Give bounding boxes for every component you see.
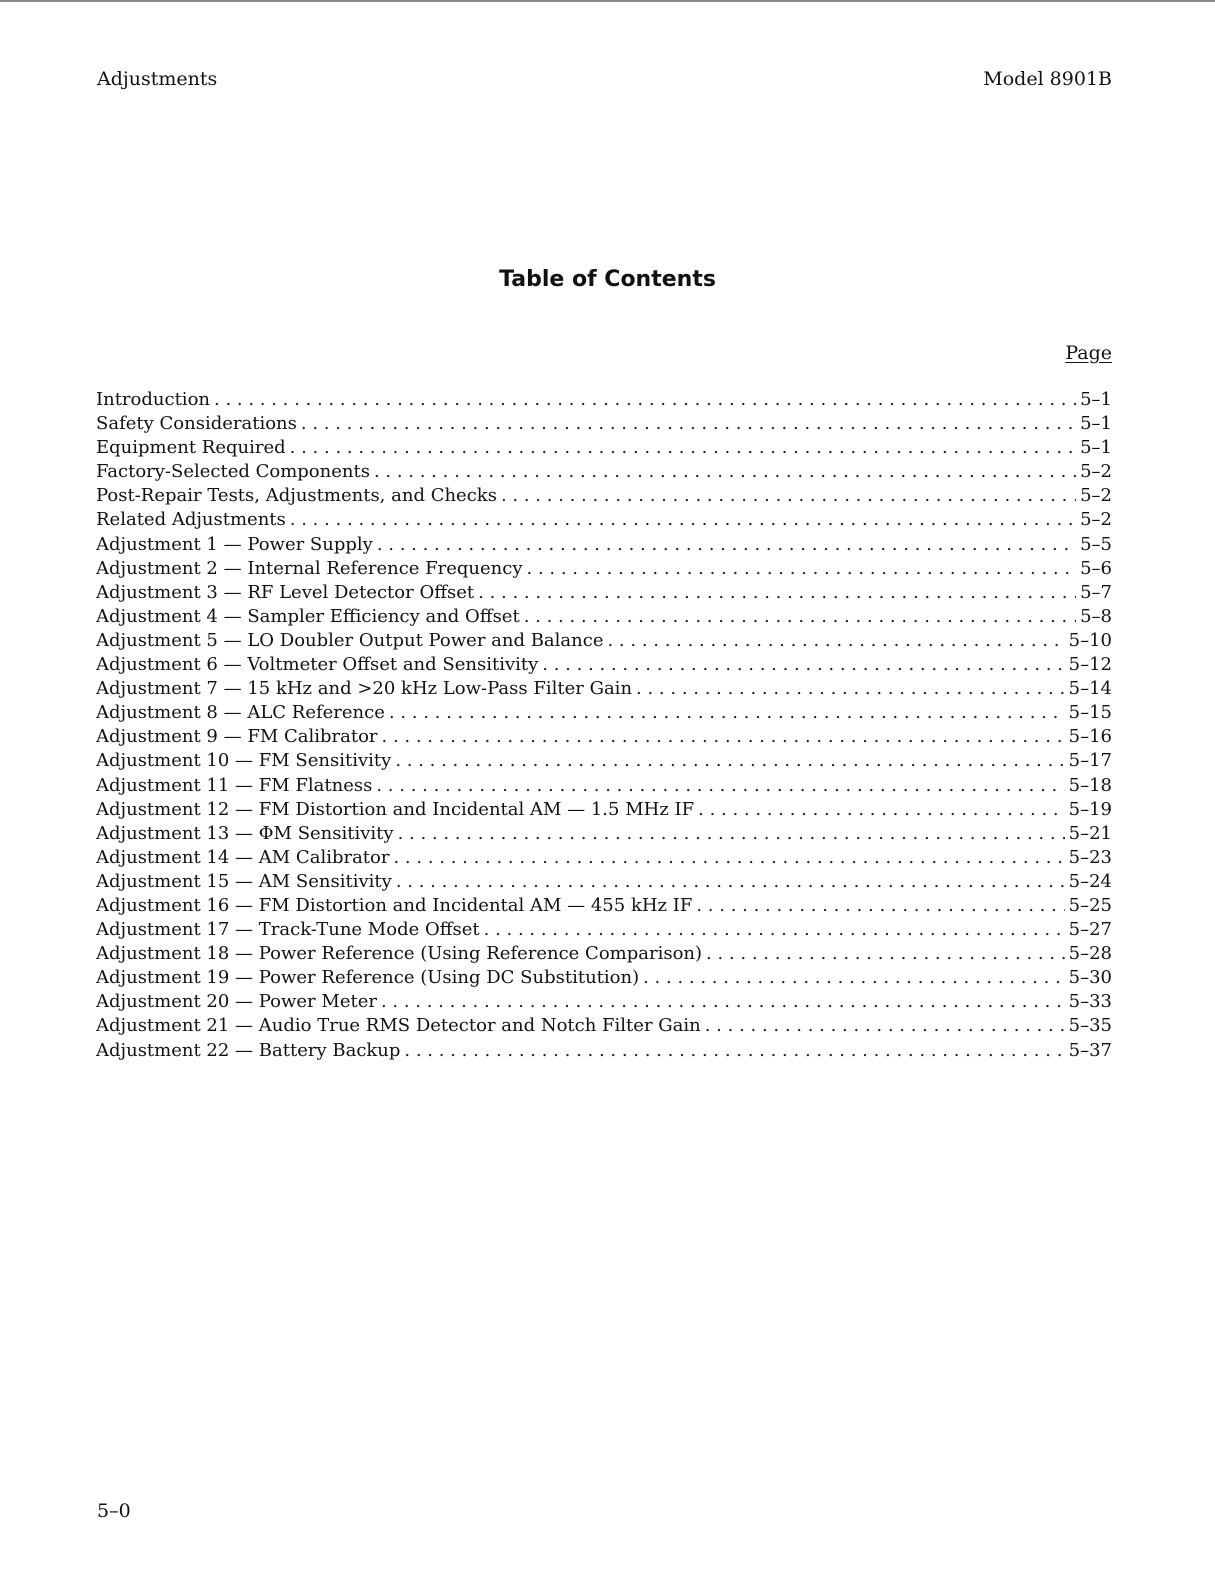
toc-entry-page: 5–15 [1068,702,1112,724]
dot-leader [393,847,1064,868]
toc-entry-title: Adjustment 5 — LO Doubler Output Power and Balance [96,629,604,651]
toc-entry[interactable] [96,558,1112,582]
toc-entry-title: Adjustment 16 — FM Distortion and Incidental AM — 455 kHz IF [96,894,693,916]
toc-entry-page: 5–18 [1068,774,1112,796]
dot-leader [484,919,1065,940]
toc-entry[interactable] [96,654,1112,678]
toc-entry-title: Adjustment 1 — Power Supply [96,533,373,555]
page-column-heading: Page [1065,342,1112,364]
dot-leader [643,967,1065,988]
running-header-section: Adjustments [97,68,218,90]
toc-entry-page: 5–2 [1080,485,1112,507]
dot-leader [301,413,1076,434]
toc-entry-page: 5–5 [1080,533,1112,555]
toc-entry[interactable] [96,509,1112,533]
toc-entry[interactable] [96,847,1112,871]
toc-entry-title: Introduction [96,389,210,410]
toc-entry-page: 5–30 [1068,967,1112,989]
toc-entry-title: Adjustment 6 — Voltmeter Offset and Sensitivity [96,654,539,676]
toc-entry-page: 5–33 [1068,991,1112,1013]
toc-entry-title: Adjustment 7 — 15 kHz and >20 kHz Low-Pass Filter Gain [96,678,633,700]
toc-entry[interactable] [96,461,1112,485]
dot-leader [696,895,1064,916]
toc-entry-page: 5–8 [1080,605,1112,627]
dot-leader [404,1040,1064,1061]
toc-entry-page: 5–7 [1080,581,1112,603]
toc-entry-page: 5–25 [1068,894,1112,916]
toc-entry[interactable] [96,823,1112,847]
toc-list [96,389,1112,1064]
toc-entry-title: Adjustment 2 — Internal Reference Frequency [96,557,523,579]
toc-entry-page: 5–6 [1080,557,1112,579]
toc-entry[interactable] [96,582,1112,606]
toc-entry-title: Adjustment 4 — Sampler Efficiency and Offset [96,605,520,627]
dot-leader [377,534,1076,555]
dot-leader [524,606,1076,627]
toc-entry-title: Adjustment 14 — AM Calibrator [96,846,390,868]
toc-entry[interactable] [96,943,1112,967]
toc-entry-title: Equipment Required [96,437,286,459]
toc-entry-page: 5–24 [1068,870,1112,892]
toc-entry-page: 5–27 [1068,919,1112,941]
dot-leader [636,678,1065,699]
toc-entry-title: Adjustment 3 — RF Level Detector Offset [96,581,475,603]
toc-entry[interactable] [96,799,1112,823]
toc-entry-page: 5–23 [1068,846,1112,868]
toc-entry-page: 5–1 [1080,389,1112,410]
dot-leader [398,823,1065,844]
dot-leader [542,654,1064,675]
toc-entry[interactable] [96,485,1112,509]
dot-leader [607,630,1064,651]
toc-entry-page: 5–37 [1068,1039,1112,1061]
running-header-model: Model 8901B [983,68,1112,90]
toc-entry-title: Adjustment 20 — Power Meter [96,991,377,1013]
toc-entry[interactable] [96,630,1112,654]
toc-entry[interactable] [96,437,1112,461]
toc-entry-page: 5–19 [1068,798,1112,820]
toc-entry[interactable] [96,750,1112,774]
toc-entry[interactable] [96,702,1112,726]
dot-leader [214,389,1076,410]
toc-entry-page: 5–1 [1080,437,1112,459]
toc-entry-title: Adjustment 17 — Track-Tune Mode Offset [96,919,480,941]
toc-entry-page: 5–14 [1068,678,1112,700]
toc-entry-page: 5–35 [1068,1015,1112,1037]
toc-entry[interactable] [96,678,1112,702]
toc-entry-title: Adjustment 22 — Battery Backup [96,1039,401,1061]
top-rule [0,0,1215,2]
toc-entry-title: Adjustment 13 — ΦM Sensitivity [96,822,394,844]
toc-entry[interactable] [96,967,1112,991]
toc-entry[interactable] [96,991,1112,1015]
dot-leader [706,943,1065,964]
toc-entry-title: Adjustment 19 — Power Reference (Using DC Substitution) [96,967,640,989]
toc-entry-title: Adjustment 9 — FM Calibrator [96,726,378,748]
dot-leader [290,509,1076,530]
dot-leader [374,461,1076,482]
page-title: Table of Contents [499,267,716,292]
toc-entry-title: Related Adjustments [96,509,286,531]
toc-entry[interactable] [96,871,1112,895]
footer-page-number: 5–0 [97,1500,131,1522]
dot-leader [501,485,1076,506]
toc-entry-page: 5–10 [1068,629,1112,651]
toc-entry-page: 5–12 [1068,654,1112,676]
toc-entry-title: Post-Repair Tests, Adjustments, and Checks [96,485,497,507]
toc-entry-title: Adjustment 15 — AM Sensitivity [96,870,392,892]
toc-entry-title: Factory-Selected Components [96,461,370,483]
toc-entry-page: 5–28 [1068,943,1112,965]
toc-entry[interactable] [96,413,1112,437]
toc-entry-page: 5–16 [1068,726,1112,748]
dot-leader [705,1015,1065,1036]
dot-leader [698,799,1065,820]
toc-entry[interactable] [96,895,1112,919]
toc-entry-title: Adjustment 18 — Power Reference (Using Reference Comparison) [96,943,703,965]
toc-entry-page: 5–2 [1080,509,1112,531]
dot-leader [382,726,1065,747]
toc-entry[interactable] [96,775,1112,799]
toc-entry[interactable] [96,389,1112,413]
dot-leader [381,991,1065,1012]
dot-leader [376,775,1064,796]
toc-entry[interactable] [96,534,1112,558]
toc-entry-page: 5–1 [1080,413,1112,435]
toc-entry-title: Safety Considerations [96,413,297,435]
toc-entry[interactable] [96,919,1112,943]
dot-leader [395,750,1064,771]
toc-entry[interactable] [96,606,1112,630]
toc-entry-title: Adjustment 12 — FM Distortion and Incidental AM — 1.5 MHz IF [96,798,695,820]
toc-entry-title: Adjustment 8 — ALC Reference [96,702,385,724]
toc-entry-title: Adjustment 10 — FM Sensitivity [96,750,392,772]
dot-leader [478,582,1076,603]
dot-leader [290,437,1076,458]
toc-entry-page: 5–2 [1080,461,1112,483]
dot-leader [527,558,1077,579]
toc-entry-page: 5–17 [1068,750,1112,772]
toc-entry[interactable] [96,726,1112,750]
dot-leader [389,702,1065,723]
toc-entry-title: Adjustment 21 — Audio True RMS Detector and Notch Filter Gain [96,1015,701,1037]
toc-entry-title: Adjustment 11 — FM Flatness [96,774,373,796]
toc-entry[interactable] [96,1040,1112,1064]
toc-entry[interactable] [96,1015,1112,1039]
dot-leader [396,871,1065,892]
toc-entry-page: 5–21 [1068,822,1112,844]
